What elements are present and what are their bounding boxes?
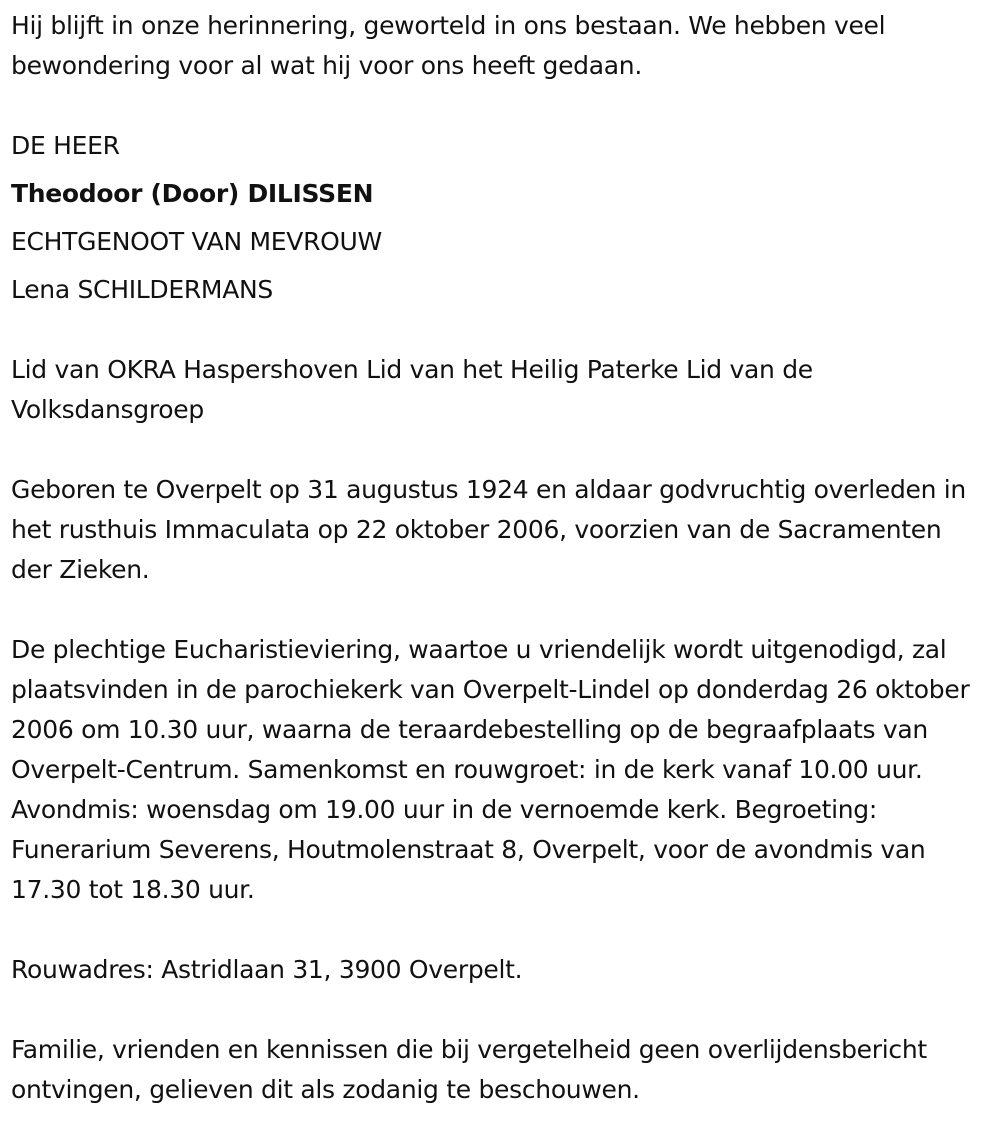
memberships-paragraph: Lid van OKRA Haspershoven Lid van het Heilig Paterke Lid van de Volksdansgroep [11,355,813,424]
spouse-name: Lena SCHILDERMANS [11,275,273,304]
mourning-address: Rouwadres: Astridlaan 31, 3900 Overpelt. [11,955,523,984]
spouse-label: ECHTGENOOT VAN MEVROUW [11,227,382,256]
birth-death-paragraph: Geboren te Overpelt op 31 augustus 1924 en aldaar godvruchtig overleden in het rusthuis Immaculata op 22 oktober 2006, voorzien van de Sacramenten der Zieken. [11,475,966,584]
deceased-name: Theodoor (Door) DILISSEN [11,179,374,208]
deceased-title-block [11,122,986,314]
closing-paragraph: Familie, vrienden en kennissen die bij vergetelheid geen overlijdensbericht ontvingen, gelieven dit als zodanig te beschouwen. [11,1035,927,1104]
intro-paragraph: Hij blijft in onze herinnering, geworteld in ons bestaan. We hebben veel bewondering voor al wat hij voor ons heeft gedaan. [11,11,886,80]
honorific: DE HEER [11,131,120,160]
ceremony-paragraph: De plechtige Eucharistieviering, waartoe u vriendelijk wordt uitgenodigd, zal plaatsvinden in de parochiekerk van Overpelt-Lindel op donderdag 26 oktober 2006 om 10.30 uur, waarna de teraardebestelling op de begraafplaats van Overpelt-Centrum. Samenkomst en rouwgroet: in de kerk vanaf 10.00 uur. Avondmis: woensdag om 19.00 uur in de vernoemde kerk. Begroeting: Funerarium Severens, Houtmolenstraat 8, Overpelt, voor de avondmis van 17.30 tot 18.30 uur. [11,635,970,904]
